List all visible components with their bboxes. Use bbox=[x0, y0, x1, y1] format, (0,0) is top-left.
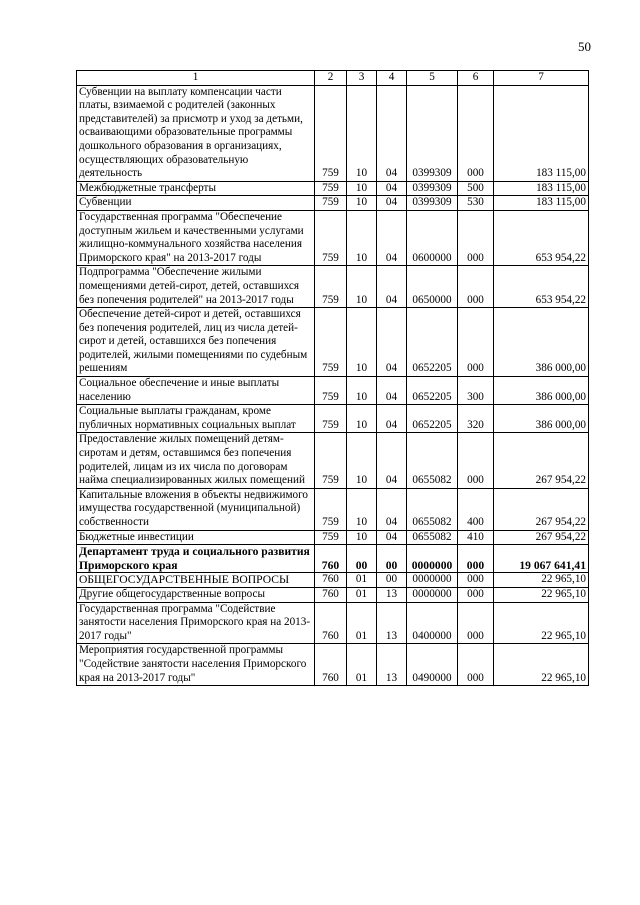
row-section-code: 10 bbox=[347, 377, 377, 405]
row-expense-type: 000 bbox=[458, 545, 494, 573]
row-ved-code: 759 bbox=[315, 181, 347, 196]
row-amount: 386 000,00 bbox=[494, 377, 589, 405]
row-name: Государственная программа "Обеспечение доступным жильем и качественными услугами жилищно-коммунального хозяйства населения Приморского края" на 2013-2017 годы bbox=[77, 210, 315, 265]
row-amount: 653 954,22 bbox=[494, 210, 589, 265]
row-subsection-code: 04 bbox=[377, 85, 407, 181]
row-name: Субвенции bbox=[77, 196, 315, 211]
row-subsection-code: 04 bbox=[377, 181, 407, 196]
row-subsection-code: 04 bbox=[377, 266, 407, 308]
row-ved-code: 760 bbox=[315, 545, 347, 573]
row-target-article: 0490000 bbox=[407, 644, 458, 686]
row-ved-code: 760 bbox=[315, 602, 347, 644]
row-subsection-code: 00 bbox=[377, 545, 407, 573]
row-name: Межбюджетные трансферты bbox=[77, 181, 315, 196]
row-amount: 267 954,22 bbox=[494, 433, 589, 488]
row-target-article: 0000000 bbox=[407, 573, 458, 588]
row-target-article: 0399309 bbox=[407, 181, 458, 196]
header-cell: 4 bbox=[377, 71, 407, 86]
table-row bbox=[77, 433, 589, 488]
row-name: Мероприятия государственной программы "Содействие занятости населения Приморского края на 2013-2017 годы" bbox=[77, 644, 315, 686]
row-section-code: 01 bbox=[347, 587, 377, 602]
row-name: Государственная программа "Содействие занятости населения Приморского края на 2013-2017 годы" bbox=[77, 602, 315, 644]
table-row bbox=[77, 266, 589, 308]
row-expense-type: 000 bbox=[458, 433, 494, 488]
row-expense-type: 320 bbox=[458, 405, 494, 433]
table-row bbox=[77, 196, 589, 211]
row-target-article: 0000000 bbox=[407, 545, 458, 573]
row-section-code: 10 bbox=[347, 210, 377, 265]
row-target-article: 0652205 bbox=[407, 308, 458, 377]
row-amount: 22 965,10 bbox=[494, 587, 589, 602]
row-amount: 22 965,10 bbox=[494, 602, 589, 644]
table-row bbox=[77, 573, 589, 588]
row-name: Бюджетные инвестиции bbox=[77, 530, 315, 545]
row-target-article: 0000000 bbox=[407, 587, 458, 602]
row-ved-code: 759 bbox=[315, 530, 347, 545]
row-subsection-code: 04 bbox=[377, 196, 407, 211]
row-subsection-code: 04 bbox=[377, 377, 407, 405]
row-expense-type: 400 bbox=[458, 488, 494, 530]
row-expense-type: 000 bbox=[458, 210, 494, 265]
row-amount: 22 965,10 bbox=[494, 573, 589, 588]
row-section-code: 10 bbox=[347, 308, 377, 377]
row-expense-type: 300 bbox=[458, 377, 494, 405]
table-row bbox=[77, 85, 589, 181]
row-ved-code: 759 bbox=[315, 488, 347, 530]
table-row bbox=[77, 530, 589, 545]
row-section-code: 10 bbox=[347, 196, 377, 211]
row-expense-type: 000 bbox=[458, 308, 494, 377]
row-amount: 386 000,00 bbox=[494, 405, 589, 433]
row-section-code: 10 bbox=[347, 530, 377, 545]
header-cell: 1 bbox=[77, 71, 315, 86]
row-amount: 267 954,22 bbox=[494, 530, 589, 545]
row-section-code: 01 bbox=[347, 602, 377, 644]
row-target-article: 0399309 bbox=[407, 196, 458, 211]
table-row bbox=[77, 545, 589, 573]
header-cell: 2 bbox=[315, 71, 347, 86]
row-subsection-code: 00 bbox=[377, 573, 407, 588]
row-subsection-code: 04 bbox=[377, 210, 407, 265]
row-subsection-code: 13 bbox=[377, 587, 407, 602]
table-row bbox=[77, 488, 589, 530]
row-section-code: 00 bbox=[347, 545, 377, 573]
row-expense-type: 000 bbox=[458, 644, 494, 686]
row-section-code: 10 bbox=[347, 405, 377, 433]
header-cell: 6 bbox=[458, 71, 494, 86]
row-expense-type: 500 bbox=[458, 181, 494, 196]
table-row bbox=[77, 377, 589, 405]
row-name: Капитальные вложения в объекты недвижимого имущества государственной (муниципальной) собственности bbox=[77, 488, 315, 530]
row-ved-code: 759 bbox=[315, 210, 347, 265]
row-section-code: 10 bbox=[347, 266, 377, 308]
row-expense-type: 000 bbox=[458, 573, 494, 588]
header-cell: 7 bbox=[494, 71, 589, 86]
header-cell: 3 bbox=[347, 71, 377, 86]
table-row bbox=[77, 210, 589, 265]
row-section-code: 10 bbox=[347, 181, 377, 196]
table-header-row bbox=[77, 71, 589, 86]
table-row bbox=[77, 405, 589, 433]
row-ved-code: 760 bbox=[315, 573, 347, 588]
row-expense-type: 410 bbox=[458, 530, 494, 545]
row-expense-type: 000 bbox=[458, 602, 494, 644]
row-amount: 183 115,00 bbox=[494, 196, 589, 211]
row-subsection-code: 04 bbox=[377, 308, 407, 377]
row-ved-code: 759 bbox=[315, 266, 347, 308]
row-name: Предоставление жилых помещений детям-сиротам и детям, оставшимся без попечения родителей, лицам из их числа по договорам найма специализированных жилых помещений bbox=[77, 433, 315, 488]
row-target-article: 0652205 bbox=[407, 377, 458, 405]
row-subsection-code: 04 bbox=[377, 405, 407, 433]
budget-table bbox=[76, 70, 589, 686]
row-name: Социальные выплаты гражданам, кроме публичных нормативных социальных выплат bbox=[77, 405, 315, 433]
row-subsection-code: 13 bbox=[377, 644, 407, 686]
row-ved-code: 760 bbox=[315, 587, 347, 602]
row-section-code: 10 bbox=[347, 85, 377, 181]
row-section-code: 10 bbox=[347, 488, 377, 530]
row-amount: 183 115,00 bbox=[494, 85, 589, 181]
row-expense-type: 000 bbox=[458, 85, 494, 181]
table-row bbox=[77, 602, 589, 644]
row-target-article: 0400000 bbox=[407, 602, 458, 644]
row-subsection-code: 13 bbox=[377, 602, 407, 644]
row-amount: 22 965,10 bbox=[494, 644, 589, 686]
row-section-code: 10 bbox=[347, 433, 377, 488]
header-cell: 5 bbox=[407, 71, 458, 86]
row-target-article: 0652205 bbox=[407, 405, 458, 433]
row-name: Социальное обеспечение и иные выплаты населению bbox=[77, 377, 315, 405]
row-amount: 653 954,22 bbox=[494, 266, 589, 308]
row-subsection-code: 04 bbox=[377, 530, 407, 545]
row-subsection-code: 04 bbox=[377, 488, 407, 530]
row-section-code: 01 bbox=[347, 573, 377, 588]
table-row bbox=[77, 587, 589, 602]
row-ved-code: 759 bbox=[315, 405, 347, 433]
row-amount: 386 000,00 bbox=[494, 308, 589, 377]
row-ved-code: 760 bbox=[315, 644, 347, 686]
table-row bbox=[77, 644, 589, 686]
row-target-article: 0399309 bbox=[407, 85, 458, 181]
row-target-article: 0655082 bbox=[407, 433, 458, 488]
row-ved-code: 759 bbox=[315, 196, 347, 211]
row-amount: 183 115,00 bbox=[494, 181, 589, 196]
row-subsection-code: 04 bbox=[377, 433, 407, 488]
row-ved-code: 759 bbox=[315, 377, 347, 405]
row-name: Обеспечение детей-сирот и детей, оставшихся без попечения родителей, лиц из числа детей-сирот и детей, оставшихся без попечения родителей, жилыми помещениями по судебным решениям bbox=[77, 308, 315, 377]
row-ved-code: 759 bbox=[315, 308, 347, 377]
row-ved-code: 759 bbox=[315, 85, 347, 181]
row-name: Другие общегосударственные вопросы bbox=[77, 587, 315, 602]
row-expense-type: 000 bbox=[458, 587, 494, 602]
row-expense-type: 530 bbox=[458, 196, 494, 211]
row-target-article: 0655082 bbox=[407, 530, 458, 545]
row-expense-type: 000 bbox=[458, 266, 494, 308]
row-name: Подпрограмма "Обеспечение жилыми помещениями детей-сирот, детей, оставшихся без попечения родителей" на 2013-2017 годы bbox=[77, 266, 315, 308]
page-number: 50 bbox=[578, 39, 591, 54]
row-name: Субвенции на выплату компенсации части платы, взимаемой с родителей (законных представителей) за присмотр и уход за детьми, осваивающими образовательные программы дошкольного образования в организациях, осуществляющих образовательную деятельность bbox=[77, 85, 315, 181]
row-name: ОБЩЕГОСУДАРСТВЕННЫЕ ВОПРОСЫ bbox=[77, 573, 315, 588]
row-target-article: 0650000 bbox=[407, 266, 458, 308]
row-target-article: 0600000 bbox=[407, 210, 458, 265]
table-row bbox=[77, 181, 589, 196]
row-ved-code: 759 bbox=[315, 433, 347, 488]
row-name: Департамент труда и социального развития Приморского края bbox=[77, 545, 315, 573]
row-amount: 267 954,22 bbox=[494, 488, 589, 530]
row-section-code: 01 bbox=[347, 644, 377, 686]
table-row bbox=[77, 308, 589, 377]
row-amount: 19 067 641,41 bbox=[494, 545, 589, 573]
row-target-article: 0655082 bbox=[407, 488, 458, 530]
